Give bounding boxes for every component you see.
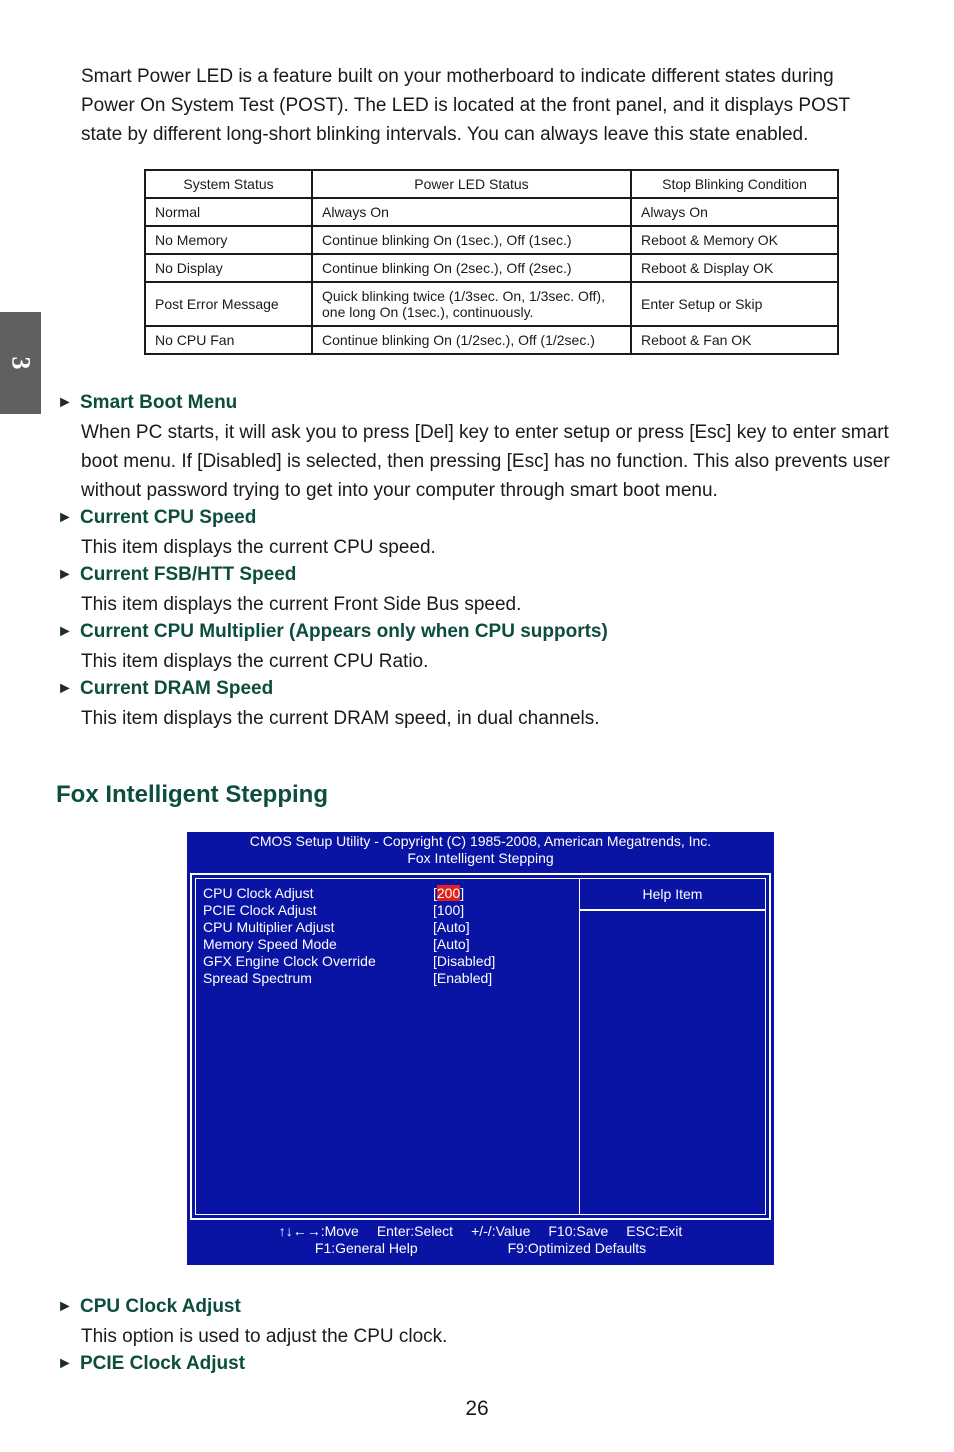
triangle-bullet-icon: ►	[57, 394, 73, 411]
bios-setting-value: [200]	[433, 885, 465, 901]
bios-setting-label: Memory Speed Mode	[203, 936, 337, 952]
triangle-bullet-icon: ►	[57, 509, 73, 526]
bios-setting-memory-speed[interactable]	[203, 936, 495, 953]
table-cell: No CPU Fan	[145, 326, 312, 354]
chapter-tab: 3	[0, 312, 41, 414]
bios-key-hint: ESC:Exit	[626, 1223, 683, 1239]
item-description: This item displays the current CPU Ratio.	[81, 651, 429, 672]
triangle-bullet-icon: ►	[57, 566, 73, 583]
bios-key-hint: F9:Optimized Defaults	[507, 1240, 647, 1256]
item-heading: ► Current CPU Speed	[57, 505, 897, 531]
table-row	[145, 254, 838, 282]
bios-setting-label: CPU Clock Adjust	[203, 885, 314, 901]
bios-frame-inner	[195, 878, 766, 1215]
table-cell: Reboot & Memory OK	[631, 226, 838, 254]
item-heading: ► Smart Boot Menu	[57, 390, 897, 416]
bios-panel-divider	[579, 879, 580, 1214]
bios-setting-value: [Disabled]	[433, 953, 496, 969]
item-heading: ► PCIE Clock Adjust	[57, 1351, 897, 1377]
table-cell: Reboot & Fan OK	[631, 326, 838, 354]
item-heading: ► Current FSB/HTT Speed	[57, 562, 897, 588]
bios-footer-line2	[187, 1240, 774, 1257]
bios-title-line2: Fox Intelligent Stepping	[407, 850, 554, 866]
bios-title-line1: CMOS Setup Utility - Copyright (C) 1985-2008, American Megatrends, Inc.	[249, 833, 712, 849]
bios-setting-gfx-clock[interactable]	[203, 953, 495, 970]
table-cell: Always On	[312, 198, 631, 226]
bios-setting-spread-spectrum[interactable]	[203, 970, 495, 987]
bios-setting-label: GFX Engine Clock Override	[203, 953, 376, 969]
bios-setting-value: [Enabled]	[433, 970, 493, 986]
bios-key-hint: F10:Save	[548, 1223, 609, 1239]
bios-setting-value: [Auto]	[433, 936, 470, 952]
bios-setting-value: [100]	[433, 902, 465, 918]
table-cell: No Display	[145, 254, 312, 282]
table-cell: Enter Setup or Skip	[631, 282, 838, 326]
bios-setting-label: PCIE Clock Adjust	[203, 902, 317, 918]
page-number: 26	[465, 1397, 489, 1420]
bios-setting-cpu-multiplier[interactable]	[203, 919, 495, 936]
intro-paragraph: Smart Power LED is a feature built on your motherboard to indicate different states during Power On System Test (POST). The LED is located at the front panel, and it displays POST state by different long-short blinking intervals. You can always leave this state enabled.	[81, 66, 850, 145]
table-row	[145, 226, 838, 254]
section-title: Fox Intelligent Stepping	[56, 781, 328, 808]
settings-items-bottom	[57, 1294, 897, 1377]
item-description: When PC starts, it will ask you to press [Del] key to enter setup or press [Esc] key to enter smart boot menu. If [Disabled] is selected, then pressing [Esc] has no function. This also prevents user without password trying to get into your computer through smart boot menu.	[81, 422, 890, 501]
table-row	[145, 326, 838, 354]
table-header-row	[145, 170, 838, 198]
item-description: This item displays the current CPU speed.	[81, 537, 436, 558]
table-row	[145, 282, 838, 326]
bios-screen	[187, 832, 774, 1265]
bios-setting-value: [Auto]	[433, 919, 470, 935]
bios-setting-label: Spread Spectrum	[203, 970, 312, 986]
bios-selected-value[interactable]: 200	[436, 885, 461, 901]
table-cell: Continue blinking On (2sec.), Off (2sec.)	[312, 254, 631, 282]
triangle-bullet-icon: ►	[57, 680, 73, 697]
triangle-bullet-icon: ►	[57, 623, 73, 640]
item-description: This item displays the current DRAM speed, in dual channels.	[81, 708, 600, 729]
table-cell: Continue blinking On (1sec.), Off (1sec.)	[312, 226, 631, 254]
bios-footer-line1	[187, 1223, 774, 1240]
bios-footer	[187, 1223, 774, 1257]
table-cell: Quick blinking twice (1/3sec. On, 1/3sec. Off), one long On (1sec.), continuously.	[312, 282, 631, 326]
led-status-table	[144, 169, 839, 355]
bios-setting-pcie-clock[interactable]	[203, 902, 495, 919]
bios-settings-list	[203, 885, 495, 987]
item-heading: ► Current CPU Multiplier (Appears only when CPU supports)	[57, 619, 897, 645]
bios-key-hint: +/-/:Value	[471, 1223, 531, 1239]
item-heading: ► CPU Clock Adjust	[57, 1294, 897, 1320]
table-cell: Normal	[145, 198, 312, 226]
table-header-cell: Power LED Status	[312, 170, 631, 198]
bios-key-hint: F1:General Help	[314, 1240, 418, 1256]
bios-setting-cpu-clock[interactable]	[203, 885, 495, 902]
triangle-bullet-icon: ►	[57, 1298, 73, 1315]
bios-help-title: Help Item	[580, 879, 765, 911]
table-header-cell: Stop Blinking Condition	[631, 170, 838, 198]
item-description: This item displays the current Front Side Bus speed.	[81, 594, 522, 615]
item-description: This option is used to adjust the CPU clock.	[81, 1326, 448, 1347]
triangle-bullet-icon: ►	[57, 1355, 73, 1372]
table-cell: Post Error Message	[145, 282, 312, 326]
bios-setting-label: CPU Multiplier Adjust	[203, 919, 335, 935]
bios-key-hint: Enter:Select	[376, 1223, 454, 1239]
table-cell: Continue blinking On (1/2sec.), Off (1/2sec.)	[312, 326, 631, 354]
table-cell: Always On	[631, 198, 838, 226]
bios-frame	[190, 873, 771, 1220]
table-header-cell: System Status	[145, 170, 312, 198]
table-row	[145, 198, 838, 226]
table-cell: No Memory	[145, 226, 312, 254]
table-cell: Reboot & Display OK	[631, 254, 838, 282]
bios-key-hint: ↑↓←→:Move	[278, 1223, 359, 1239]
settings-items-top	[57, 390, 897, 733]
item-heading: ► Current DRAM Speed	[57, 676, 897, 702]
